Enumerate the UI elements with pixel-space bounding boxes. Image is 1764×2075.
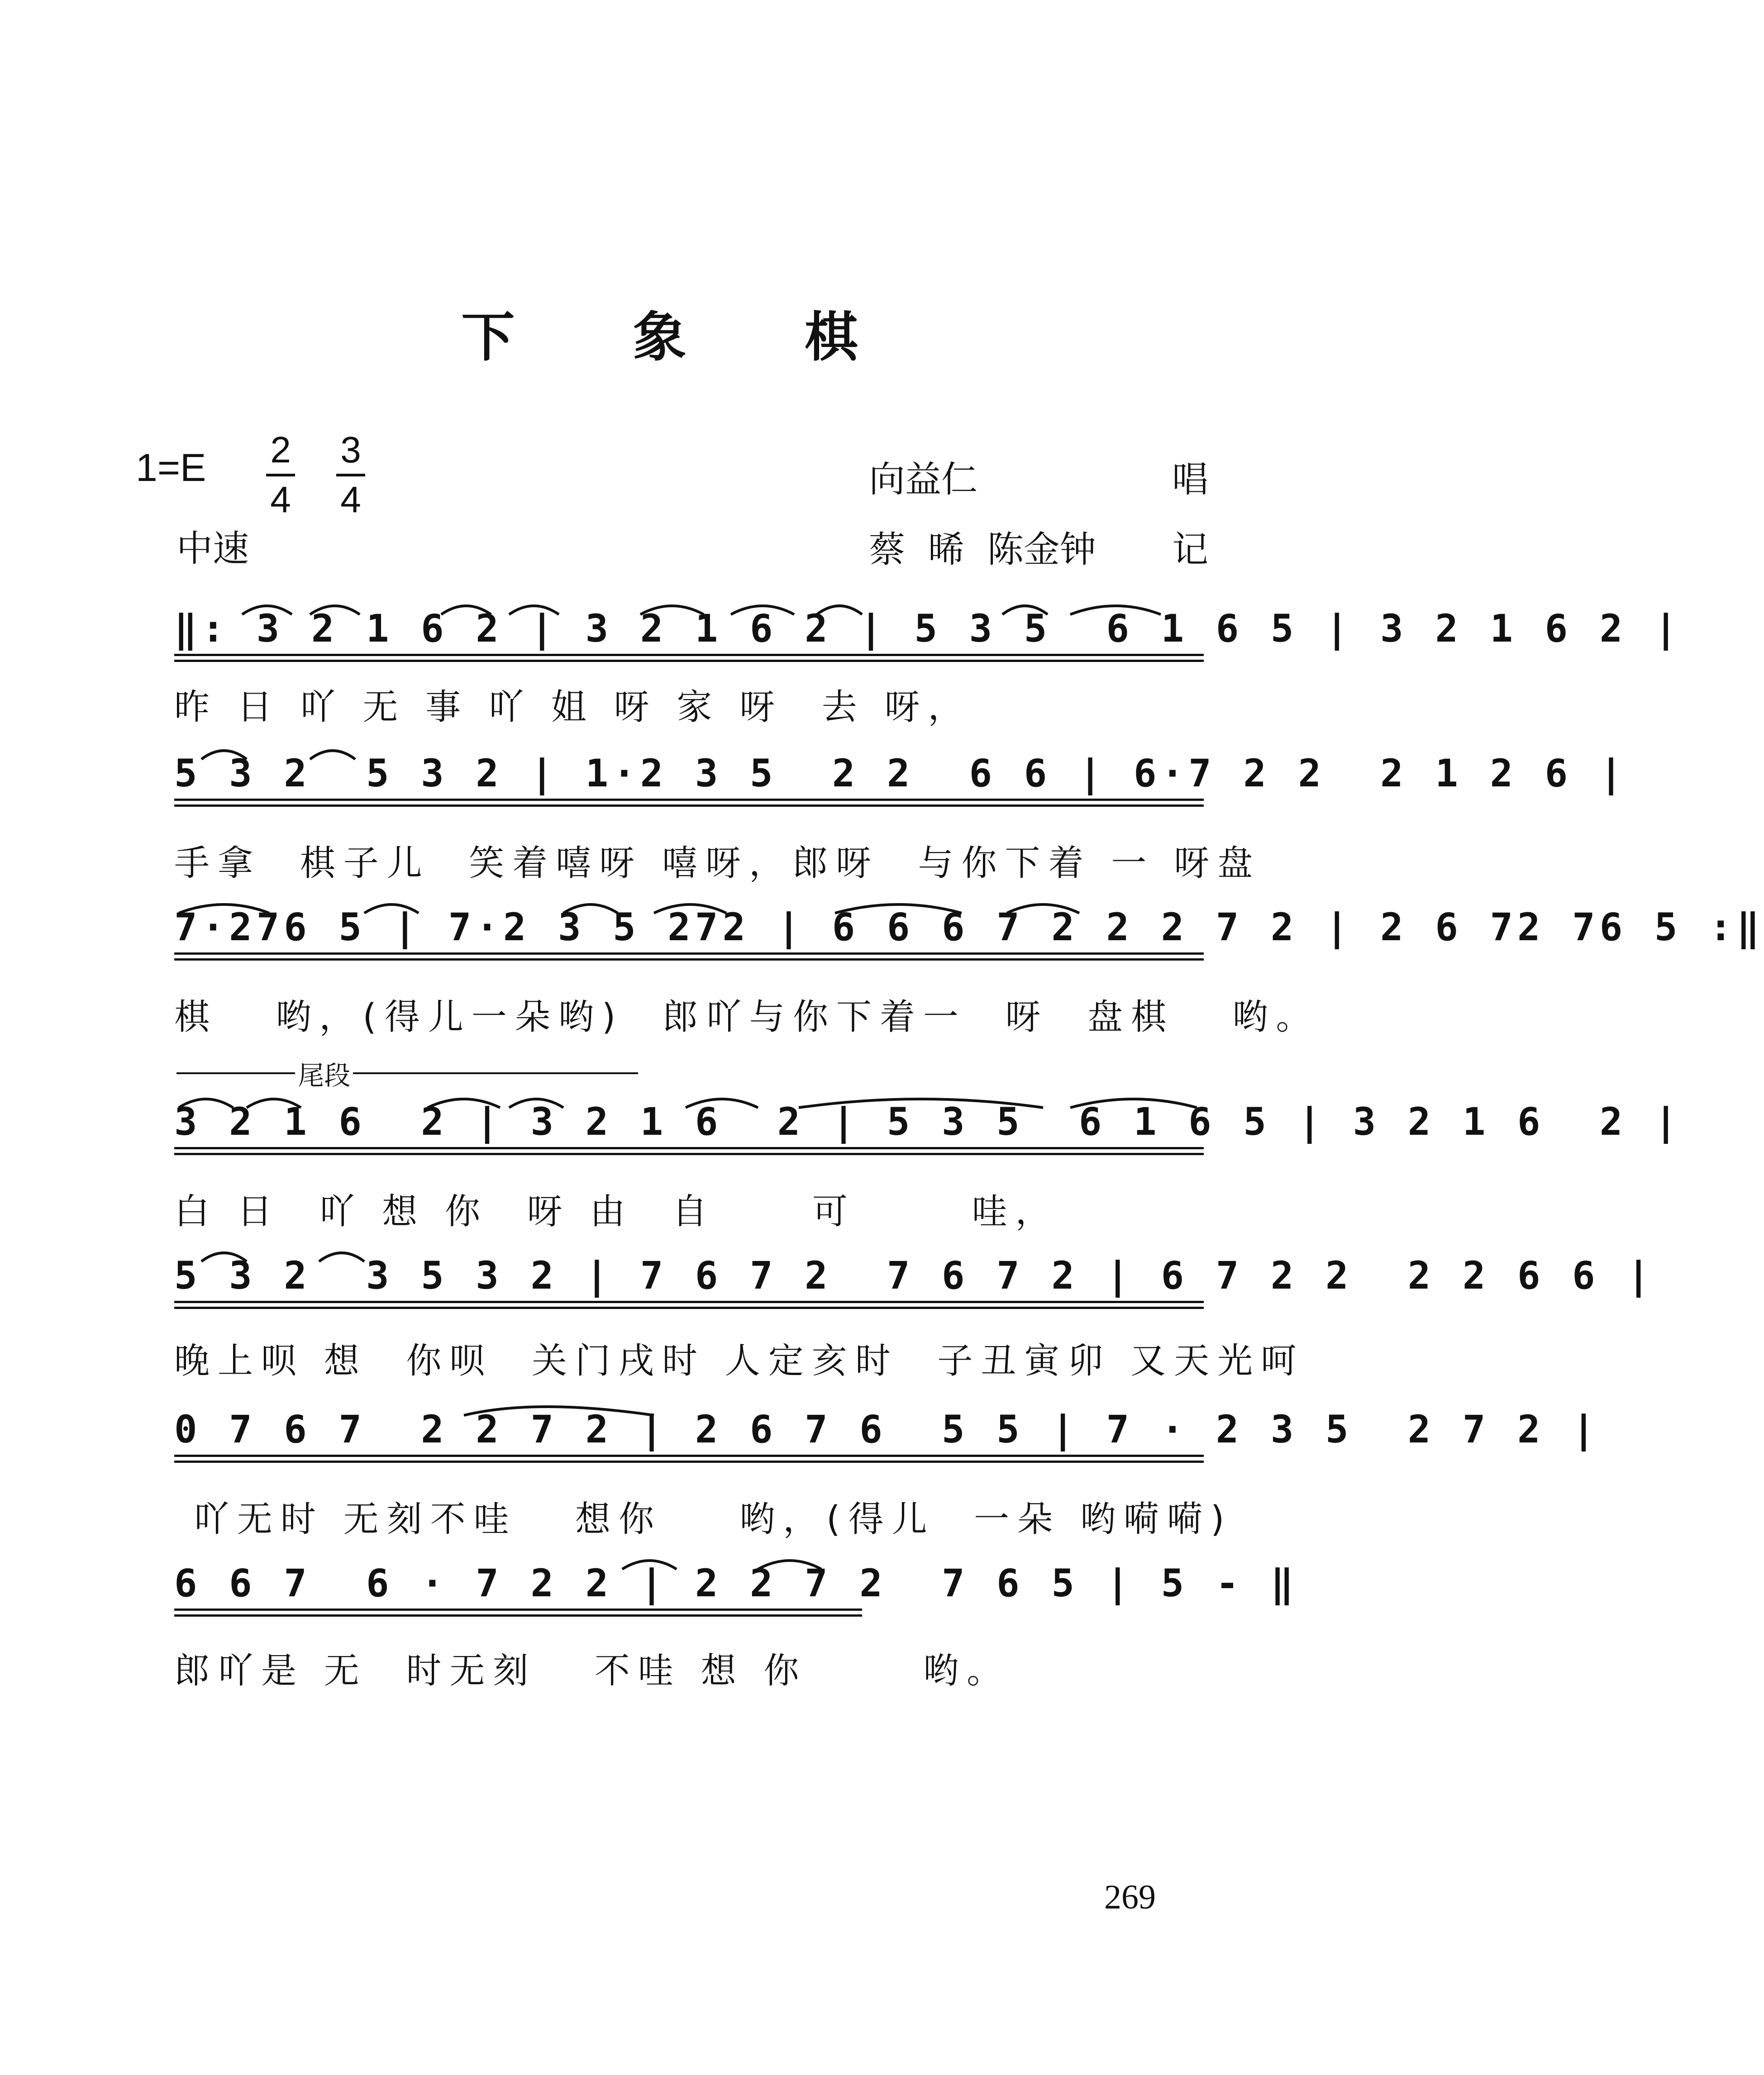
notation-line-4 bbox=[174, 1090, 1682, 1158]
note-underline bbox=[174, 1147, 1204, 1149]
tempo-marking: 中速 bbox=[176, 528, 249, 570]
section-label: 尾段 bbox=[298, 1060, 351, 1091]
singer-role: 唱 bbox=[1172, 458, 1208, 500]
lyric-line-1: 昨 日 吖 无 事 吖 姐 呀 家 呀 去 呀， bbox=[174, 687, 972, 728]
note-underline bbox=[174, 958, 1204, 961]
divider-line bbox=[353, 1072, 638, 1074]
section-divider bbox=[176, 1054, 638, 1092]
lyric-line-4: 白 日 吖 想 你 呀 由 自 可 哇， bbox=[174, 1191, 1059, 1232]
singer-name: 向益仁 bbox=[869, 458, 977, 500]
note-underline bbox=[174, 1614, 862, 1617]
time-signature-3-4 bbox=[333, 428, 369, 523]
note-underline bbox=[174, 654, 1204, 656]
notation-text: ‖: 3 2 1 6 2 | 3 2 1 6 2 | 5 3 5 6 1 6 5 | 3 2 1 6 2 | bbox=[174, 606, 1682, 651]
page-number: 269 bbox=[1104, 1878, 1156, 1916]
note-underline bbox=[174, 1307, 1204, 1309]
notation-line-7 bbox=[174, 1552, 1298, 1620]
notation-text: 7·276 5 | 7·2 3 5 272 | 6 6 6 7 2 2 2 7 2 | 2 6 72 76 5 :‖ bbox=[174, 905, 1764, 949]
time-signature-numerator: 3 bbox=[340, 429, 361, 471]
note-underline bbox=[174, 799, 1204, 801]
note-underline bbox=[174, 804, 1204, 807]
notation-line-1 bbox=[174, 597, 1682, 665]
lyric-line-5: 晚上呗 想 你呗 关门戌时 人定亥时 子丑寅卯 又天光呵 bbox=[174, 1341, 1305, 1381]
key-signature: 1=E bbox=[136, 446, 206, 490]
note-underline bbox=[174, 1461, 1204, 1463]
notation-text: 6 6 7 6 · 7 2 2 | 2 2 7 2 7 6 5 | 5 - ‖ bbox=[174, 1561, 1298, 1605]
notation-text: 5 3 2 5 3 2 | 1·2 3 5 2 2 6 6 | 6·7 2 2 2 1 2 6 | bbox=[174, 751, 1627, 795]
lyric-line-3: 棋 哟，(得儿一朵哟) 郎吖与你下着一 呀 盘棋 哟。 bbox=[174, 997, 1320, 1038]
note-underline bbox=[174, 1301, 1204, 1303]
lyric-line-6: 吖无时 无刻不哇 想你 哟，(得儿 一朵 哟嗬嗬) bbox=[174, 1499, 1233, 1540]
song-title: 下 象 棋 bbox=[461, 306, 908, 368]
notation-text: 0 7 6 7 2 2 7 2 | 2 6 7 6 5 5 | 7 · 2 3 5 2 7 2 | bbox=[174, 1407, 1600, 1452]
notation-line-6 bbox=[174, 1398, 1600, 1466]
lyric-line-2: 手拿 棋子儿 笑着嘻呀 嘻呀，郎呀 与你下着 一 呀盘 bbox=[174, 843, 1261, 884]
recorder-role: 记 bbox=[1172, 528, 1208, 571]
time-signature-2-4 bbox=[262, 428, 299, 523]
time-signature-denominator: 4 bbox=[270, 479, 291, 520]
recorder-names: 蔡 晞 陈金钟 bbox=[869, 528, 1096, 571]
note-underline bbox=[174, 660, 1204, 662]
lyric-line-7: 郎吖是 无 时无刻 不哇 想 你 哟。 bbox=[174, 1651, 1011, 1691]
time-signature-denominator: 4 bbox=[340, 479, 361, 520]
note-underline bbox=[174, 952, 1204, 955]
notation-text: 3 2 1 6 2 | 3 2 1 6 2 | 5 3 5 6 1 6 5 | 3 2 1 6 2 | bbox=[174, 1099, 1682, 1144]
note-underline bbox=[174, 1609, 862, 1611]
note-underline bbox=[174, 1455, 1204, 1457]
notation-line-3 bbox=[174, 896, 1764, 964]
divider-line bbox=[176, 1072, 295, 1074]
notation-line-5 bbox=[174, 1244, 1654, 1312]
time-signature-numerator: 2 bbox=[270, 429, 291, 471]
notation-line-2 bbox=[174, 742, 1627, 810]
note-underline bbox=[174, 1153, 1204, 1155]
notation-text: 5 3 2 3 5 3 2 | 7 6 7 2 7 6 7 2 | 6 7 2 2 2 2 6 6 | bbox=[174, 1253, 1654, 1298]
